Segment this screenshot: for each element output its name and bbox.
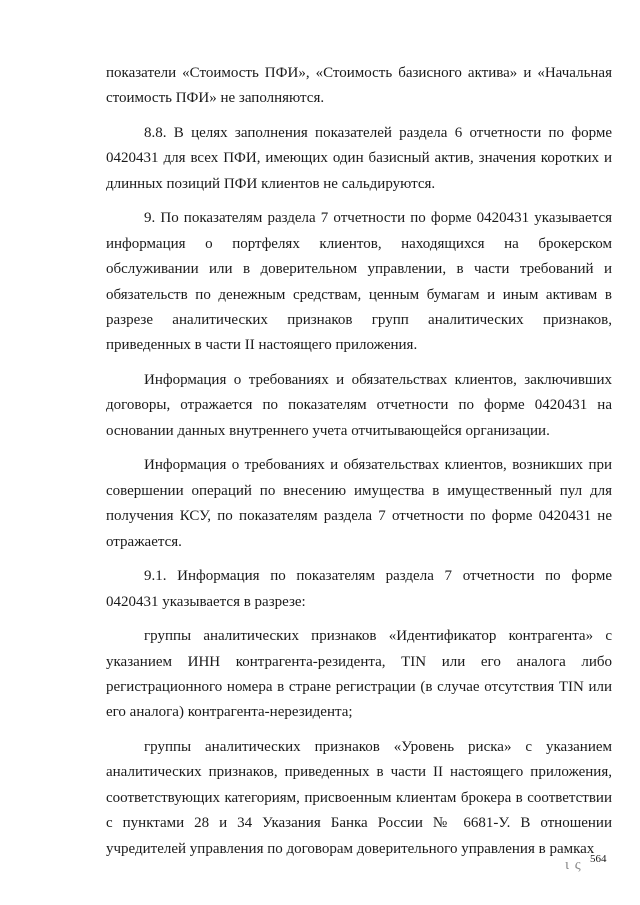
paragraph-7: группы аналитических признаков «Идентификатор контрагента» с указанием ИНН контрагента-резидента, TIN или его аналога либо регистрационного номера в стране регистрации (в случае отсутствия TIN или его аналога) контрагента-нерезидента; xyxy=(106,628,612,721)
paragraph-4: Информация о требованиях и обязательствах клиентов, заключивших договоры, отражается по показателям отчетности по форме 0420431 на основании данных внутреннего учета отчитывающейся организации. xyxy=(106,372,612,439)
paragraph-8: группы аналитических признаков «Уровень риска» с указанием аналитических признаков, приведенных в части II настоящего приложения, соответствующих категориям, присвоенным клиентам брокера в соответствии с пунктами 28 и 34 Указания Банка России № 6681-У. В отношении учредителей управления по договорам доверительного управления в рамках xyxy=(106,739,612,857)
paragraph-3: 9. По показателям раздела 7 отчетности по форме 0420431 указывается информация о портфелях клиентов, находящихся на брокерском обслуживании или в доверительном управлении, в части требований и обязательств по денежным средствам, ценным бумагам и иным активам в разрезе аналитических признаков групп аналитических признаков, приведенных в части II настоящего приложения. xyxy=(106,210,612,354)
stamp-mark-icon: ι ς xyxy=(565,857,582,873)
paragraph-5: Информация о требованиях и обязательствах клиентов, возникших при совершении операций по внесению имущества в имущественный пул для получения КСУ, по показателям раздела 7 отчетности по форме 0420431 не отражается. xyxy=(106,457,612,550)
paragraph-6: 9.1. Информация по показателям раздела 7 отчетности по форме 0420431 указывается в разрезе: xyxy=(106,568,612,610)
paragraph-2: 8.8. В целях заполнения показателей раздела 6 отчетности по форме 0420431 для всех ПФИ, имеющих один базисный актив, значения коротких и длинных позиций ПФИ клиентов не сальдируются. xyxy=(106,125,612,192)
body-text xyxy=(106,61,612,871)
paragraph-1: показатели «Стоимость ПФИ», «Стоимость базисного актива» и «Начальная стоимость ПФИ» не заполняются. xyxy=(106,65,612,107)
page-number: 564 xyxy=(590,853,607,865)
